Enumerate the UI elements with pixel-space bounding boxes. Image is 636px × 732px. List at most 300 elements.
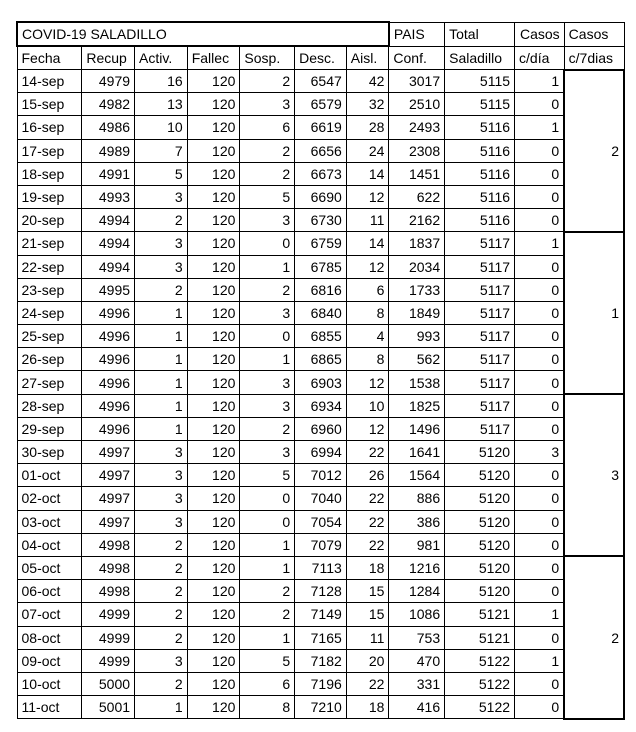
cell-desc: 6903: [295, 371, 347, 394]
cell-activ: 2: [135, 603, 188, 626]
table-row: [17, 209, 624, 232]
cell-aisl: 22: [346, 533, 389, 556]
covid-table: [16, 21, 625, 720]
cell-recup: 4996: [82, 301, 135, 324]
table-row: [17, 649, 624, 672]
cell-fallec: 120: [187, 139, 240, 162]
cell-conf: 1216: [389, 556, 445, 579]
cell-fallec: 120: [187, 487, 240, 510]
cell-activ: 5: [135, 162, 188, 185]
cell-desc: 7113: [295, 556, 347, 579]
cell-c-d-a: 1: [515, 649, 565, 672]
cell-fallec: 120: [187, 603, 240, 626]
cell-desc: 6960: [295, 417, 347, 440]
cell-c-d-a: 0: [515, 580, 565, 603]
cell-desc: 7165: [295, 626, 347, 649]
cell-sosp: 5: [240, 464, 295, 487]
cell-c-d-a: 0: [515, 464, 565, 487]
header-pais: PAIS: [389, 22, 445, 46]
cell-recup: 4982: [82, 93, 135, 116]
col-header: Aisl.: [346, 46, 389, 70]
weekly-cases-cell: 2: [564, 556, 624, 718]
cell-saladillo: 5116: [445, 185, 515, 208]
cell-sosp: 2: [240, 162, 295, 185]
cell-sosp: 2: [240, 278, 295, 301]
cell-c-d-a: 0: [515, 278, 565, 301]
cell-fecha: 03-oct: [17, 510, 82, 533]
cell-fecha: 08-oct: [17, 626, 82, 649]
cell-c-d-a: 0: [515, 487, 565, 510]
cell-aisl: 15: [346, 603, 389, 626]
cell-sosp: 0: [240, 487, 295, 510]
cell-fallec: 120: [187, 626, 240, 649]
table-row: [17, 139, 624, 162]
cell-aisl: 4: [346, 325, 389, 348]
cell-recup: 4997: [82, 487, 135, 510]
cell-conf: 2510: [389, 93, 445, 116]
cell-desc: 7128: [295, 580, 347, 603]
cell-conf: 1086: [389, 603, 445, 626]
cell-recup: 4995: [82, 278, 135, 301]
cell-recup: 4996: [82, 417, 135, 440]
cell-fallec: 120: [187, 441, 240, 464]
cell-fecha: 25-sep: [17, 325, 82, 348]
table-row: [17, 255, 624, 278]
cell-recup: 4996: [82, 394, 135, 417]
cell-desc: 7196: [295, 672, 347, 695]
cell-conf: 3017: [389, 70, 445, 93]
cell-recup: 4989: [82, 139, 135, 162]
cell-fallec: 120: [187, 185, 240, 208]
col-header: c/7dias: [564, 46, 624, 70]
cell-sosp: 3: [240, 371, 295, 394]
table-row: [17, 394, 624, 417]
cell-aisl: 18: [346, 696, 389, 719]
table-row: [17, 325, 624, 348]
cell-activ: 2: [135, 672, 188, 695]
cell-activ: 3: [135, 510, 188, 533]
cell-sosp: 0: [240, 325, 295, 348]
cell-sosp: 0: [240, 510, 295, 533]
cell-c-d-a: 1: [515, 232, 565, 255]
cell-saladillo: 5117: [445, 371, 515, 394]
cell-saladillo: 5120: [445, 464, 515, 487]
table-row: [17, 580, 624, 603]
cell-conf: 1837: [389, 232, 445, 255]
cell-activ: 7: [135, 139, 188, 162]
cell-fallec: 120: [187, 649, 240, 672]
cell-fecha: 14-sep: [17, 70, 82, 93]
cell-aisl: 42: [346, 70, 389, 93]
cell-aisl: 11: [346, 626, 389, 649]
cell-recup: 4996: [82, 371, 135, 394]
cell-fallec: 120: [187, 510, 240, 533]
cell-fecha: 22-sep: [17, 255, 82, 278]
cell-fallec: 120: [187, 116, 240, 139]
table-row: [17, 533, 624, 556]
col-header: Fecha: [17, 46, 82, 70]
cell-activ: 1: [135, 301, 188, 324]
cell-desc: 7054: [295, 510, 347, 533]
cell-conf: 1538: [389, 371, 445, 394]
cell-sosp: 1: [240, 533, 295, 556]
cell-saladillo: 5120: [445, 441, 515, 464]
cell-activ: 2: [135, 533, 188, 556]
cell-aisl: 24: [346, 139, 389, 162]
cell-conf: 2493: [389, 116, 445, 139]
cell-conf: 470: [389, 649, 445, 672]
table-row: [17, 278, 624, 301]
cell-saladillo: 5117: [445, 325, 515, 348]
cell-desc: 7182: [295, 649, 347, 672]
cell-sosp: 2: [240, 580, 295, 603]
cell-c-d-a: 0: [515, 672, 565, 695]
cell-desc: 6619: [295, 116, 347, 139]
cell-c-d-a: 0: [515, 533, 565, 556]
cell-aisl: 11: [346, 209, 389, 232]
cell-aisl: 18: [346, 556, 389, 579]
cell-sosp: 3: [240, 441, 295, 464]
cell-desc: 6855: [295, 325, 347, 348]
cell-activ: 1: [135, 394, 188, 417]
cell-fallec: 120: [187, 278, 240, 301]
cell-conf: 1733: [389, 278, 445, 301]
cell-fecha: 09-oct: [17, 649, 82, 672]
cell-saladillo: 5120: [445, 556, 515, 579]
cell-recup: 4999: [82, 603, 135, 626]
cell-fecha: 19-sep: [17, 185, 82, 208]
cell-aisl: 12: [346, 417, 389, 440]
cell-conf: 1284: [389, 580, 445, 603]
cell-conf: 416: [389, 696, 445, 719]
cell-conf: 386: [389, 510, 445, 533]
table-row: [17, 441, 624, 464]
col-header: Sosp.: [240, 46, 295, 70]
cell-activ: 2: [135, 209, 188, 232]
cell-activ: 3: [135, 232, 188, 255]
cell-saladillo: 5117: [445, 348, 515, 371]
cell-c-d-a: 0: [515, 348, 565, 371]
cell-recup: 5000: [82, 672, 135, 695]
cell-desc: 7210: [295, 696, 347, 719]
cell-saladillo: 5117: [445, 417, 515, 440]
cell-saladillo: 5117: [445, 394, 515, 417]
cell-conf: 2034: [389, 255, 445, 278]
cell-activ: 2: [135, 556, 188, 579]
cell-activ: 3: [135, 185, 188, 208]
cell-c-d-a: 0: [515, 510, 565, 533]
cell-desc: 6673: [295, 162, 347, 185]
cell-saladillo: 5121: [445, 603, 515, 626]
cell-conf: 981: [389, 533, 445, 556]
table-row: [17, 603, 624, 626]
table-row: [17, 417, 624, 440]
table-row: [17, 487, 624, 510]
cell-fallec: 120: [187, 533, 240, 556]
cell-desc: 6730: [295, 209, 347, 232]
cell-sosp: 2: [240, 417, 295, 440]
table-row: [17, 301, 624, 324]
cell-c-d-a: 0: [515, 556, 565, 579]
cell-fallec: 120: [187, 325, 240, 348]
cell-conf: 993: [389, 325, 445, 348]
header-total: Total: [445, 22, 515, 46]
cell-activ: 16: [135, 70, 188, 93]
cell-recup: 4998: [82, 533, 135, 556]
cell-saladillo: 5116: [445, 162, 515, 185]
cell-desc: 6579: [295, 93, 347, 116]
table-row: [17, 371, 624, 394]
table-row: [17, 556, 624, 579]
cell-c-d-a: 3: [515, 441, 565, 464]
col-header: Conf.: [389, 46, 445, 70]
cell-conf: 2162: [389, 209, 445, 232]
cell-conf: 1564: [389, 464, 445, 487]
cell-recup: 4997: [82, 510, 135, 533]
cell-sosp: 3: [240, 394, 295, 417]
cell-recup: 4986: [82, 116, 135, 139]
cell-c-d-a: 0: [515, 93, 565, 116]
cell-saladillo: 5117: [445, 255, 515, 278]
col-header: Saladillo: [445, 46, 515, 70]
cell-aisl: 12: [346, 371, 389, 394]
cell-fallec: 120: [187, 162, 240, 185]
cell-sosp: 6: [240, 116, 295, 139]
cell-recup: 4998: [82, 580, 135, 603]
cell-desc: 6816: [295, 278, 347, 301]
cell-activ: 10: [135, 116, 188, 139]
cell-saladillo: 5117: [445, 301, 515, 324]
table-row: [17, 672, 624, 695]
cell-fecha: 15-sep: [17, 93, 82, 116]
cell-desc: 7079: [295, 533, 347, 556]
col-header: c/día: [515, 46, 565, 70]
cell-fallec: 120: [187, 255, 240, 278]
cell-c-d-a: 0: [515, 371, 565, 394]
cell-fecha: 07-oct: [17, 603, 82, 626]
cell-fecha: 18-sep: [17, 162, 82, 185]
cell-sosp: 6: [240, 672, 295, 695]
header-casos-7dias: Casos: [564, 22, 624, 46]
cell-aisl: 12: [346, 185, 389, 208]
cell-aisl: 26: [346, 464, 389, 487]
cell-c-d-a: 0: [515, 185, 565, 208]
cell-sosp: 1: [240, 626, 295, 649]
cell-saladillo: 5121: [445, 626, 515, 649]
cell-saladillo: 5115: [445, 70, 515, 93]
weekly-cases-cell: 3: [564, 394, 624, 556]
cell-aisl: 22: [346, 487, 389, 510]
cell-c-d-a: 0: [515, 209, 565, 232]
cell-conf: 1496: [389, 417, 445, 440]
cell-activ: 3: [135, 464, 188, 487]
cell-fallec: 120: [187, 371, 240, 394]
cell-c-d-a: 0: [515, 162, 565, 185]
cell-fallec: 120: [187, 70, 240, 93]
cell-sosp: 2: [240, 70, 295, 93]
cell-aisl: 6: [346, 278, 389, 301]
cell-activ: 1: [135, 371, 188, 394]
cell-c-d-a: 1: [515, 70, 565, 93]
cell-c-d-a: 0: [515, 255, 565, 278]
cell-activ: 1: [135, 348, 188, 371]
cell-sosp: 8: [240, 696, 295, 719]
cell-aisl: 14: [346, 162, 389, 185]
cell-c-d-a: 0: [515, 394, 565, 417]
cell-recup: 4994: [82, 209, 135, 232]
cell-fecha: 16-sep: [17, 116, 82, 139]
weekly-cases-cell: 1: [564, 232, 624, 394]
cell-fecha: 21-sep: [17, 232, 82, 255]
cell-fecha: 01-oct: [17, 464, 82, 487]
cell-fecha: 27-sep: [17, 371, 82, 394]
cell-saladillo: 5122: [445, 649, 515, 672]
cell-aisl: 28: [346, 116, 389, 139]
col-header: Desc.: [295, 46, 347, 70]
cell-fecha: 06-oct: [17, 580, 82, 603]
cell-fecha: 29-sep: [17, 417, 82, 440]
cell-desc: 6690: [295, 185, 347, 208]
table-row: [17, 510, 624, 533]
cell-fallec: 120: [187, 672, 240, 695]
cell-fallec: 120: [187, 209, 240, 232]
cell-conf: 753: [389, 626, 445, 649]
cell-activ: 3: [135, 487, 188, 510]
cell-recup: 5001: [82, 696, 135, 719]
cell-aisl: 32: [346, 93, 389, 116]
cell-saladillo: 5117: [445, 232, 515, 255]
cell-recup: 4994: [82, 255, 135, 278]
cell-saladillo: 5115: [445, 93, 515, 116]
cell-aisl: 8: [346, 301, 389, 324]
table-row: [17, 70, 624, 93]
cell-fecha: 23-sep: [17, 278, 82, 301]
cell-fecha: 26-sep: [17, 348, 82, 371]
cell-saladillo: 5120: [445, 580, 515, 603]
col-header: Activ.: [135, 46, 188, 70]
cell-sosp: 1: [240, 255, 295, 278]
cell-c-d-a: 1: [515, 116, 565, 139]
cell-desc: 6994: [295, 441, 347, 464]
cell-fallec: 120: [187, 301, 240, 324]
cell-activ: 2: [135, 626, 188, 649]
cell-sosp: 2: [240, 139, 295, 162]
cell-activ: 3: [135, 441, 188, 464]
cell-conf: 886: [389, 487, 445, 510]
cell-conf: 1825: [389, 394, 445, 417]
column-header-row: [17, 46, 624, 70]
cell-recup: 4998: [82, 556, 135, 579]
cell-saladillo: 5122: [445, 696, 515, 719]
cell-activ: 2: [135, 580, 188, 603]
table-row: [17, 185, 624, 208]
cell-c-d-a: 0: [515, 417, 565, 440]
cell-c-d-a: 0: [515, 139, 565, 162]
cell-fecha: 28-sep: [17, 394, 82, 417]
cell-recup: 4979: [82, 70, 135, 93]
cell-saladillo: 5116: [445, 139, 515, 162]
cell-recup: 4999: [82, 649, 135, 672]
cell-activ: 1: [135, 325, 188, 348]
cell-activ: 13: [135, 93, 188, 116]
cell-sosp: 1: [240, 556, 295, 579]
cell-activ: 2: [135, 278, 188, 301]
cell-saladillo: 5122: [445, 672, 515, 695]
header-casos-dia: Casos: [515, 22, 565, 46]
cell-sosp: 1: [240, 348, 295, 371]
cell-saladillo: 5117: [445, 278, 515, 301]
cell-conf: 1641: [389, 441, 445, 464]
table-row: [17, 696, 624, 719]
cell-activ: 3: [135, 255, 188, 278]
cell-desc: 6759: [295, 232, 347, 255]
cell-saladillo: 5120: [445, 510, 515, 533]
cell-aisl: 10: [346, 394, 389, 417]
cell-c-d-a: 1: [515, 603, 565, 626]
table-row: [17, 232, 624, 255]
cell-recup: 4997: [82, 464, 135, 487]
cell-fecha: 10-oct: [17, 672, 82, 695]
cell-conf: 562: [389, 348, 445, 371]
cell-recup: 4999: [82, 626, 135, 649]
cell-c-d-a: 0: [515, 696, 565, 719]
table-row: [17, 162, 624, 185]
cell-saladillo: 5120: [445, 533, 515, 556]
cell-fallec: 120: [187, 417, 240, 440]
cell-desc: 6934: [295, 394, 347, 417]
cell-sosp: 5: [240, 649, 295, 672]
cell-c-d-a: 0: [515, 626, 565, 649]
cell-c-d-a: 0: [515, 325, 565, 348]
cell-desc: 6840: [295, 301, 347, 324]
cell-fecha: 17-sep: [17, 139, 82, 162]
cell-desc: 6785: [295, 255, 347, 278]
table-title: COVID-19 SALADILLO: [17, 22, 389, 46]
col-header: Recup: [82, 46, 135, 70]
cell-recup: 4997: [82, 441, 135, 464]
cell-desc: 6547: [295, 70, 347, 93]
cell-conf: 1451: [389, 162, 445, 185]
cell-fecha: 02-oct: [17, 487, 82, 510]
cell-fecha: 05-oct: [17, 556, 82, 579]
cell-desc: 7012: [295, 464, 347, 487]
cell-fecha: 20-sep: [17, 209, 82, 232]
cell-aisl: 22: [346, 510, 389, 533]
cell-saladillo: 5120: [445, 487, 515, 510]
cell-aisl: 14: [346, 232, 389, 255]
table-row: [17, 464, 624, 487]
cell-sosp: 2: [240, 603, 295, 626]
table-row: [17, 348, 624, 371]
cell-sosp: 3: [240, 209, 295, 232]
cell-aisl: 12: [346, 255, 389, 278]
cell-activ: 3: [135, 649, 188, 672]
cell-fallec: 120: [187, 232, 240, 255]
cell-recup: 4996: [82, 325, 135, 348]
cell-desc: 6865: [295, 348, 347, 371]
cell-aisl: 22: [346, 672, 389, 695]
cell-conf: 622: [389, 185, 445, 208]
cell-activ: 1: [135, 696, 188, 719]
cell-fallec: 120: [187, 394, 240, 417]
cell-conf: 1849: [389, 301, 445, 324]
cell-aisl: 8: [346, 348, 389, 371]
cell-conf: 2308: [389, 139, 445, 162]
cell-aisl: 20: [346, 649, 389, 672]
cell-aisl: 15: [346, 580, 389, 603]
weekly-cases-cell: 2: [564, 70, 624, 232]
col-header: Fallec: [187, 46, 240, 70]
